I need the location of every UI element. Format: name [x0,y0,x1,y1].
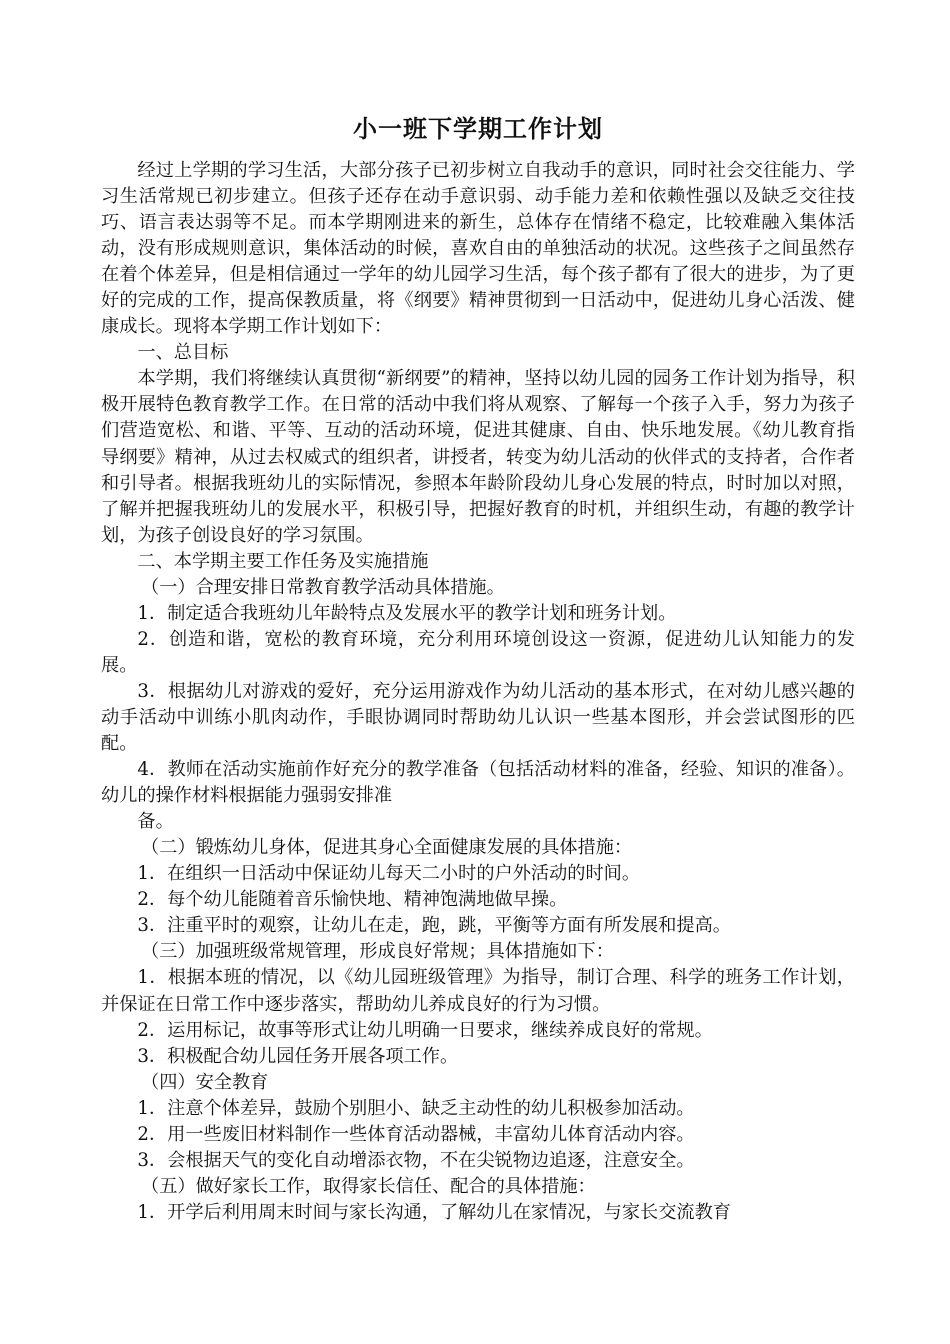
subsection-heading-2: （二）锻炼幼儿身体，促进其身心全面健康发展的具体措施： [141,837,633,859]
list-item: 4．教师在活动实施前作好充分的教学准备（包括活动材料的准备，经验、知识的准备）。幼儿的操作材料根据能力强弱安排准 [101,759,855,807]
list-item: 1．制定适合我班幼儿年龄特点及发展水平的教学计划和班务计划。 [137,602,677,624]
list-item-continuation: 备。 [137,811,174,833]
list-item: 2．创造和谐，宽松的教育环境，充分利用环境创设这一资源，促进幼儿认知能力的发展。 [101,628,855,676]
document-page [101,112,855,1226]
list-item: 3．根据幼儿对游戏的爱好，充分运用游戏作为幼儿活动的基本形式，在对幼儿感兴趣的动手活动中训练小肌肉动作，手眼协调同时帮助幼儿认识一些基本图形，并会尝试图形的匹配。 [101,680,855,755]
section-heading-goal: 一、总目标 [137,342,229,364]
list-item: 3．会根据天气的变化自动增添衣物，不在尖锐物边追逐，注意安全。 [137,1149,695,1171]
list-item: 2．用一些废旧材料制作一些体育活动器械，丰富幼儿体育活动内容。 [137,1123,695,1145]
section-heading-tasks: 二、本学期主要工作任务及实施措施 [137,550,429,572]
goal-paragraph: 本学期，我们将继续认真贯彻“新纲要”的精神，坚持以幼儿园的园务工作计划为指导，积极开展特色教育教学工作。在日常的活动中我们将从观察、了解每一个孩子入手，努力为孩子们营造宽松、和谐、平等、互动的活动环境，促进其健康、自由、快乐地发展。《幼儿教育指导纲要》精神，从过去权威式的组织者，讲授者，转变为幼儿活动的伙伴式的支持者，合作者和引导者。根据我班幼儿的实际情况，参照本年龄阶段幼儿身心发展的特点，时时加以对照，了解并把握我班幼儿的发展水平，积极引导，把握好教育的时机，并组织生动，有趣的教学计划，为孩子创设良好的学习氛围。 [101,368,855,546]
subsection-heading-4: （四）安全教育 [141,1071,269,1093]
list-item: 3．积极配合幼儿园任务开展各项工作。 [137,1045,459,1067]
list-item: 1．在组织一日活动中保证幼儿每天二小时的户外活动的时间。 [137,863,641,885]
subsection-heading-3: （三）加强班级常规管理，形成良好常规；具体措施如下： [141,941,614,963]
list-item: 1．根据本班的情况，以《幼儿园班级管理》为指导，制订合理、科学的班务工作计划，并保证在日常工作中逐步落实，帮助幼儿养成良好的行为习惯。 [101,967,855,1015]
document-title: 小一班下学期工作计划 [353,114,603,143]
subsection-heading-1: （一）合理安排日常教育教学活动具体措施。 [141,576,505,598]
list-item: 2．运用标记，故事等形式让幼儿明确一日要求，继续养成良好的常规。 [137,1019,713,1041]
list-item: 3．注重平时的观察，让幼儿在走，跑，跳，平衡等方面有所发展和提高。 [137,915,731,937]
list-item: 1．开学后利用周末时间与家长沟通，了解幼儿在家情况，与家长交流教育 [137,1201,731,1223]
intro-paragraph: 经过上学期的学习生活，大部分孩子已初步树立自我动手的意识，同时社会交往能力、学习生活常规已初步建立。但孩子还存在动手意识弱、动手能力差和依赖性强以及缺乏交往技巧、语言表达弱等不足。而本学期刚进来的新生，总体存在情绪不稳定，比较难融入集体活动，没有形成规则意识，集体活动的时候，喜欢自由的单独活动的状况。这些孩子之间虽然存在着个体差异，但是相信通过一学年的幼儿园学习生活，每个孩子都有了很大的进步，为了更好的完成的工作，提高保教质量，将《纲要》精神贯彻到一日活动中，促进幼儿身心活泼、健康成长。现将本学期工作计划如下： [101,160,855,338]
subsection-heading-5: （五）做好家长工作，取得家长信任、配合的具体措施： [141,1175,596,1197]
list-item: 2．每个幼儿能随着音乐愉快地、精神饱满地做早操。 [137,889,568,911]
list-item: 1．注意个体差异，鼓励个别胆小、缺乏主动性的幼儿积极参加活动。 [137,1097,695,1119]
